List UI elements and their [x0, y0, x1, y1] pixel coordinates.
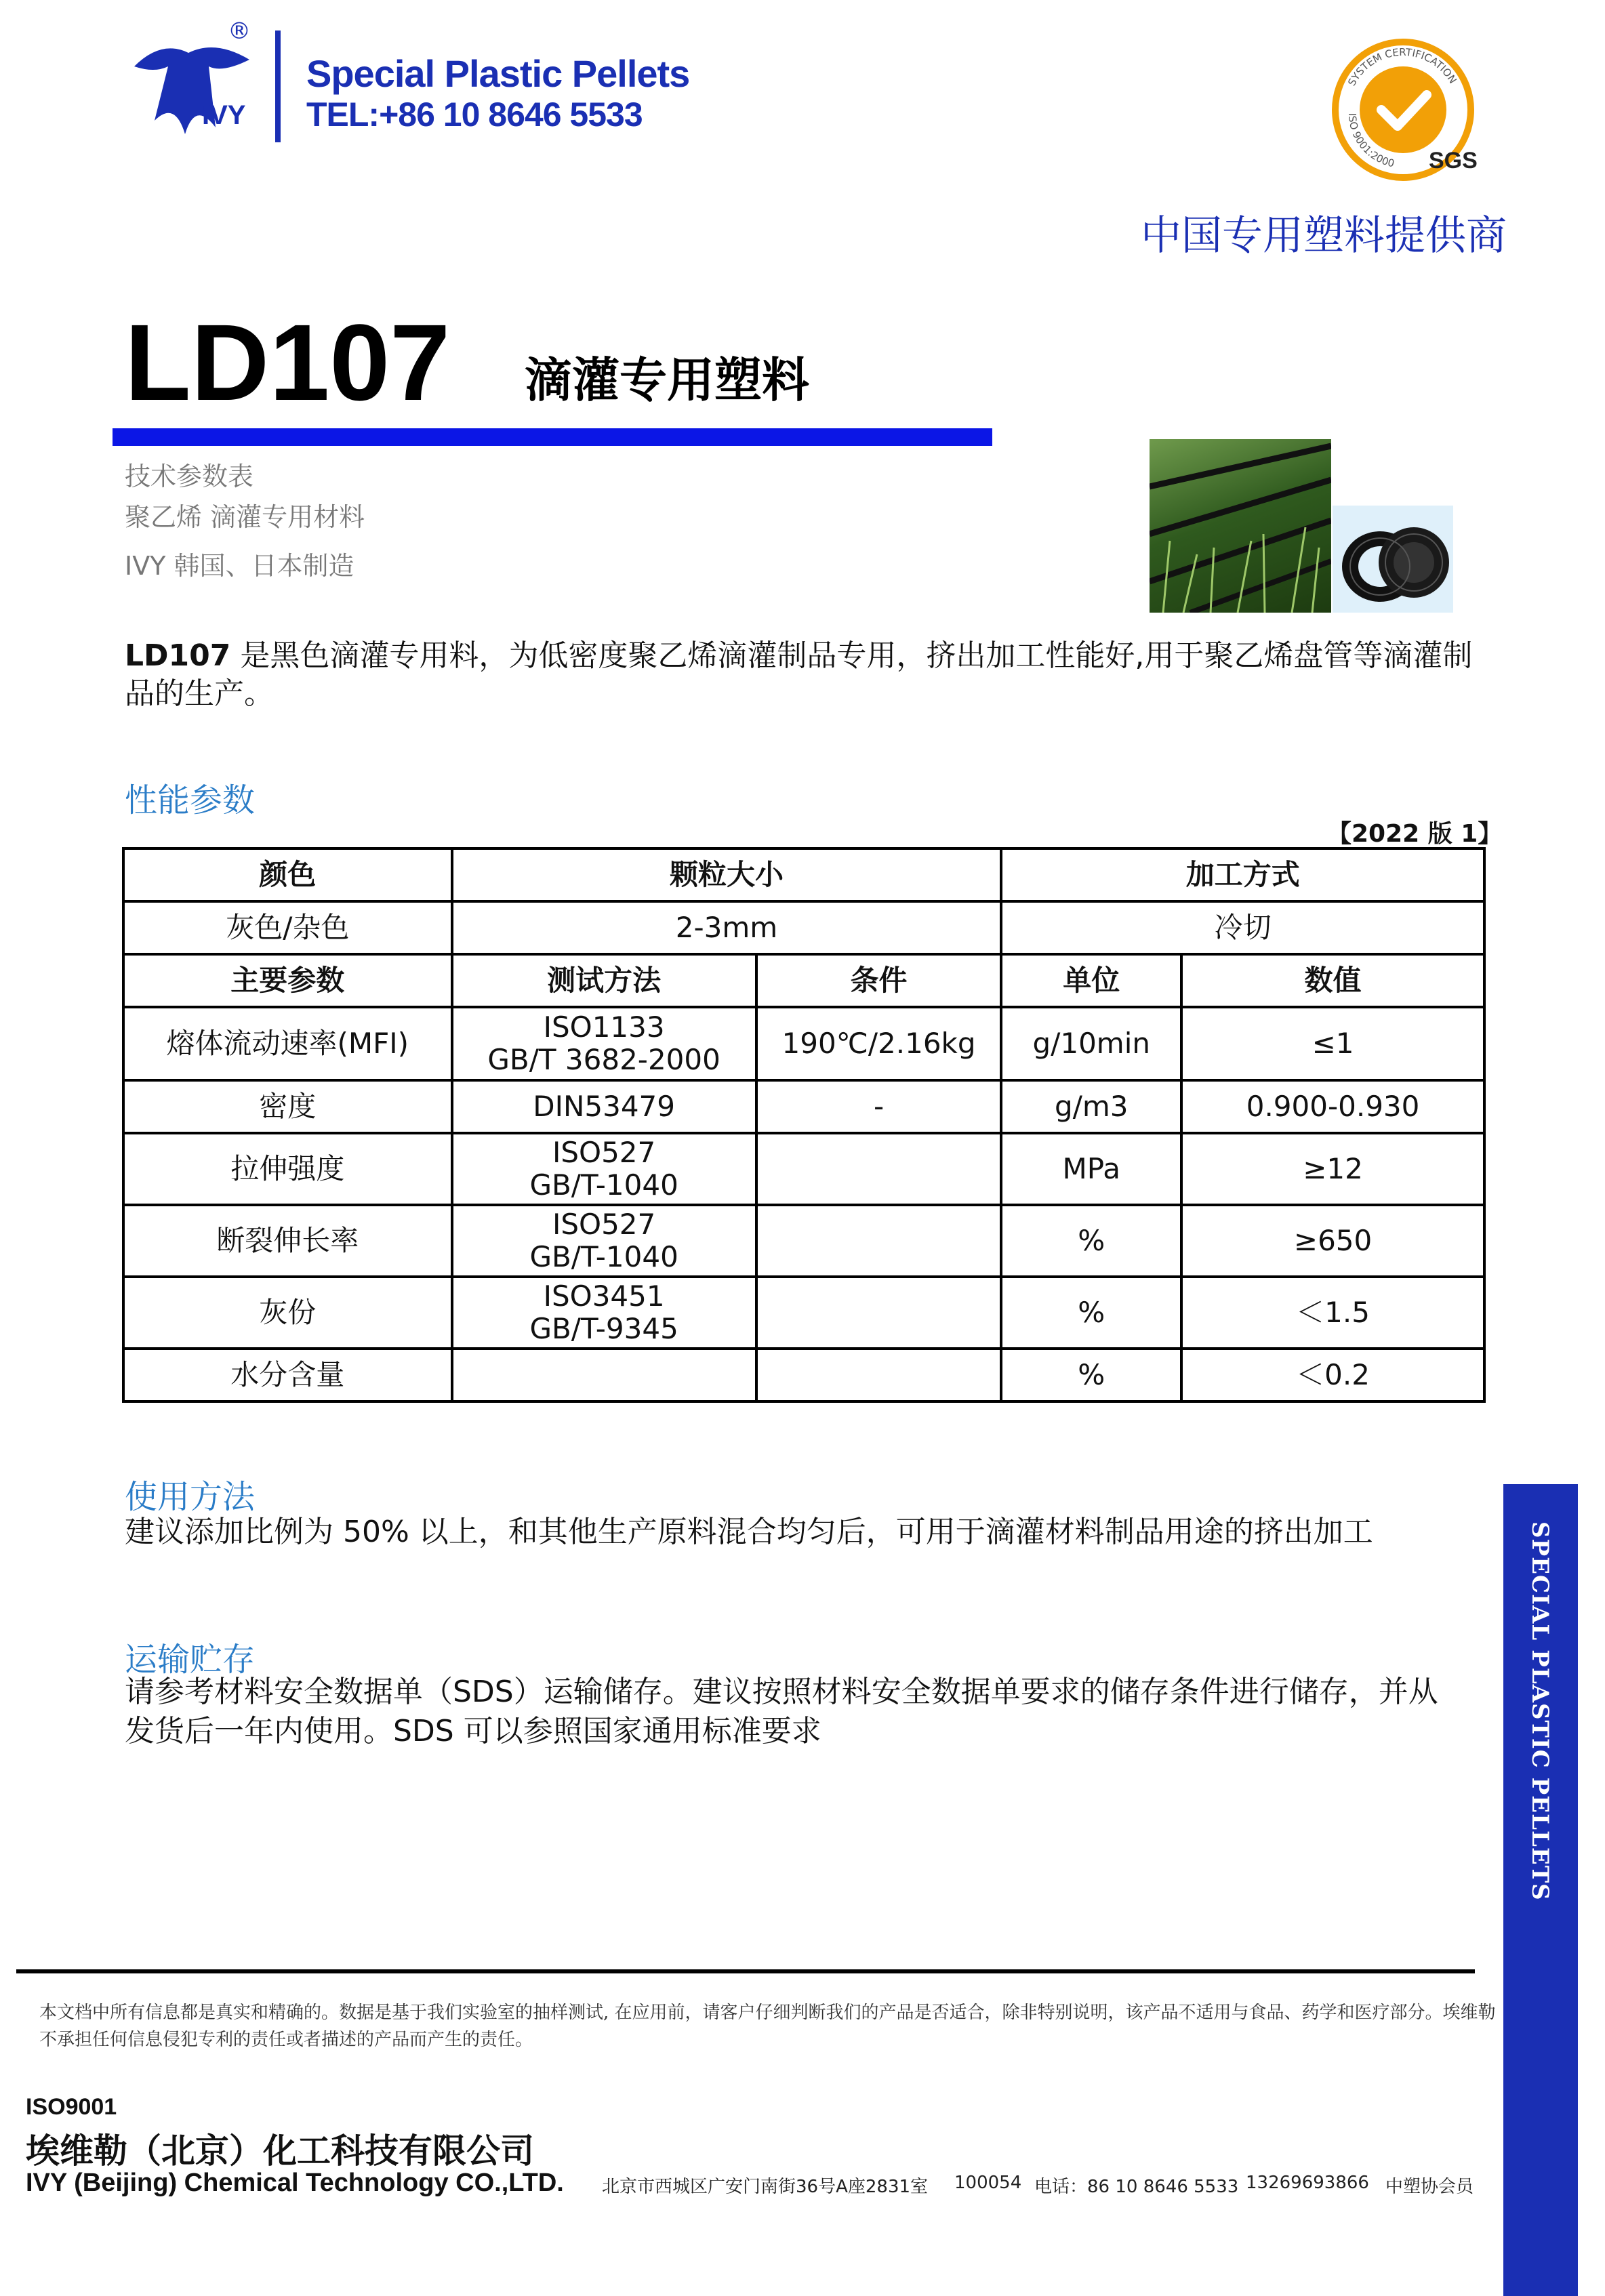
storage-heading: 运输贮存 [125, 1641, 256, 1679]
condition-cell: 190℃/2.16kg [756, 1007, 1002, 1080]
method-line-1: ISO527 [552, 1136, 656, 1169]
checkmark-circle-icon [1360, 66, 1446, 153]
product-code-title: LD107 [125, 302, 451, 423]
param-cell: 密度 [123, 1080, 452, 1133]
table-row [123, 954, 1484, 1007]
coiled-tubing-photo [1333, 506, 1453, 613]
condition-cell [756, 1133, 1002, 1205]
unit-cell: % [1001, 1349, 1181, 1401]
value-cell: ＜0.2 [1181, 1349, 1484, 1401]
header-main-param: 主要参数 [123, 954, 452, 1007]
table-row [123, 1277, 1484, 1349]
method-line-1: DIN53479 [533, 1090, 675, 1123]
registered-mark: ® [228, 18, 251, 45]
logo-divider [275, 30, 281, 142]
title-underline [113, 428, 992, 446]
unit-cell: % [1001, 1205, 1181, 1277]
method-cell [452, 1277, 756, 1349]
method-cell [452, 1349, 756, 1401]
storage-text-line-1: 请参考材料安全数据单（SDS）运输储存。建议按照材料安全数据单要求的储存条件进行储存，并从 [125, 1675, 1438, 1709]
processing-value: 冷切 [1001, 901, 1484, 954]
footer-iso: ISO9001 [26, 2094, 117, 2120]
footer-company-en: IVY (Beijing) Chemical Technology CO.,LTD. [26, 2169, 564, 2197]
performance-table [122, 847, 1486, 1403]
condition-cell [756, 1277, 1002, 1349]
method-cell [452, 1133, 756, 1205]
method-cell [452, 1007, 756, 1080]
table-row [123, 901, 1484, 954]
meta-line-1: 技术参数表 [125, 462, 254, 491]
footer-divider [16, 1969, 1475, 1973]
color-value: 灰色/杂色 [123, 901, 452, 954]
footer-membership: 中塑协会员 [1385, 2177, 1474, 2197]
footer-phone: 电话：86 10 8646 5533 [1034, 2177, 1239, 2197]
method-line-1: ISO527 [552, 1208, 656, 1241]
method-line-1: ISO3451 [543, 1279, 665, 1313]
header-color: 颜色 [123, 848, 452, 901]
ivy-brand-label: IVY [202, 100, 246, 130]
value-cell: ≥12 [1181, 1133, 1484, 1205]
param-cell: 水分含量 [123, 1349, 452, 1401]
version-label: 【2022 版 1】 [1327, 820, 1503, 848]
method-line-2: GB/T-1040 [529, 1240, 678, 1273]
performance-heading: 性能参数 [125, 781, 256, 819]
meta-line-2: 聚乙烯 滴灌专用材料 [125, 502, 365, 532]
disclaimer-text: 本文档中所有信息都是真实和精确的。数据是基于我们实验室的抽样测试, 在应用前，请客户仔细判断我们的产品是否适合，除非特别说明，该产品不适用与食品、药学和医疗部分。埃维勒不承担任何信息侵犯专利的责任或者描述的产品而产生的责任。 [39, 2003, 1496, 2050]
product-name-title: 滴灌专用塑料 [525, 352, 809, 408]
method-cell [452, 1080, 756, 1133]
company-tagline: 中国专用塑料提供商 [1141, 212, 1507, 260]
particle-size-value: 2-3mm [452, 901, 1002, 954]
value-cell: ≤1 [1181, 1007, 1484, 1080]
cert-top-text: SYSTEM CERTIFICATION [1345, 45, 1459, 88]
unit-cell: g/m3 [1001, 1080, 1181, 1133]
footer-company-cn: 埃维勒（北京）化工科技有限公司 [26, 2131, 534, 2171]
method-line-2: GB/T-1040 [529, 1168, 678, 1202]
header-condition: 条件 [756, 954, 1002, 1007]
footer-postcode: 100054 [954, 2173, 1022, 2193]
cert-bottom-text: ISO 9001:2000 [1345, 112, 1396, 170]
header-processing: 加工方式 [1001, 848, 1484, 901]
value-cell: ≥650 [1181, 1205, 1484, 1277]
method-cell [452, 1205, 756, 1277]
param-cell: 断裂伸长率 [123, 1205, 452, 1277]
condition-cell: - [756, 1080, 1002, 1133]
footer-mobile: 13269693866 [1246, 2173, 1369, 2193]
storage-text-line-2: 发货后一年内使用。SDS 可以参照国家通用标准要求 [125, 1714, 821, 1748]
sgs-brand-text: SGS [1429, 148, 1478, 173]
unit-cell: % [1001, 1277, 1181, 1349]
condition-cell [756, 1349, 1002, 1401]
method-line-2: GB/T-9345 [529, 1312, 678, 1345]
usage-text: 建议添加比例为 50% 以上，和其他生产原料混合均匀后，可用于滴灌材料制品用途的挤出加工 [125, 1515, 1373, 1549]
table-row [123, 1080, 1484, 1133]
header-unit: 单位 [1001, 954, 1181, 1007]
header-value: 数值 [1181, 954, 1484, 1007]
param-cell: 熔体流动速率(MFI) [123, 1007, 452, 1080]
footer-address: 北京市西城区广安门南街36号A座2831室 [602, 2177, 929, 2197]
usage-heading: 使用方法 [125, 1478, 256, 1516]
table-row [123, 1205, 1484, 1277]
unit-cell: g/10min [1001, 1007, 1181, 1080]
table-row [123, 1133, 1484, 1205]
header-phone: TEL:+86 10 8646 5533 [306, 96, 643, 134]
value-cell: 0.900-0.930 [1181, 1080, 1484, 1133]
value-cell: ＜1.5 [1181, 1277, 1484, 1349]
intro-code: LD107 [125, 638, 231, 673]
drip-irrigation-field-photo [1150, 439, 1331, 613]
meta-line-3: IVY 韩国、日本制造 [125, 551, 354, 581]
header-test-method: 测试方法 [452, 954, 756, 1007]
param-cell: 灰份 [123, 1277, 452, 1349]
intro-text: 是黑色滴灌专用料，为低密度聚乙烯滴灌制品专用，挤出加工性能好,用于聚乙烯盘管等滴灌制品的生产。 [125, 638, 1473, 711]
table-row [123, 1349, 1484, 1401]
product-line-label: Special Plastic Pellets [306, 52, 690, 95]
method-line-1: ISO1133 [543, 1010, 665, 1044]
param-cell: 拉伸强度 [123, 1133, 452, 1205]
unit-cell: MPa [1001, 1133, 1181, 1205]
table-row [123, 1007, 1484, 1080]
method-line-2: GB/T 3682-2000 [487, 1043, 720, 1076]
side-band-text: SPECIAL PLASTIC PELLETS [1526, 1521, 1553, 1901]
condition-cell [756, 1205, 1002, 1277]
table-row [123, 848, 1484, 901]
intro-paragraph [125, 637, 1501, 713]
sgs-certification-badge [1328, 35, 1478, 184]
header-particle-size: 颗粒大小 [452, 848, 1002, 901]
